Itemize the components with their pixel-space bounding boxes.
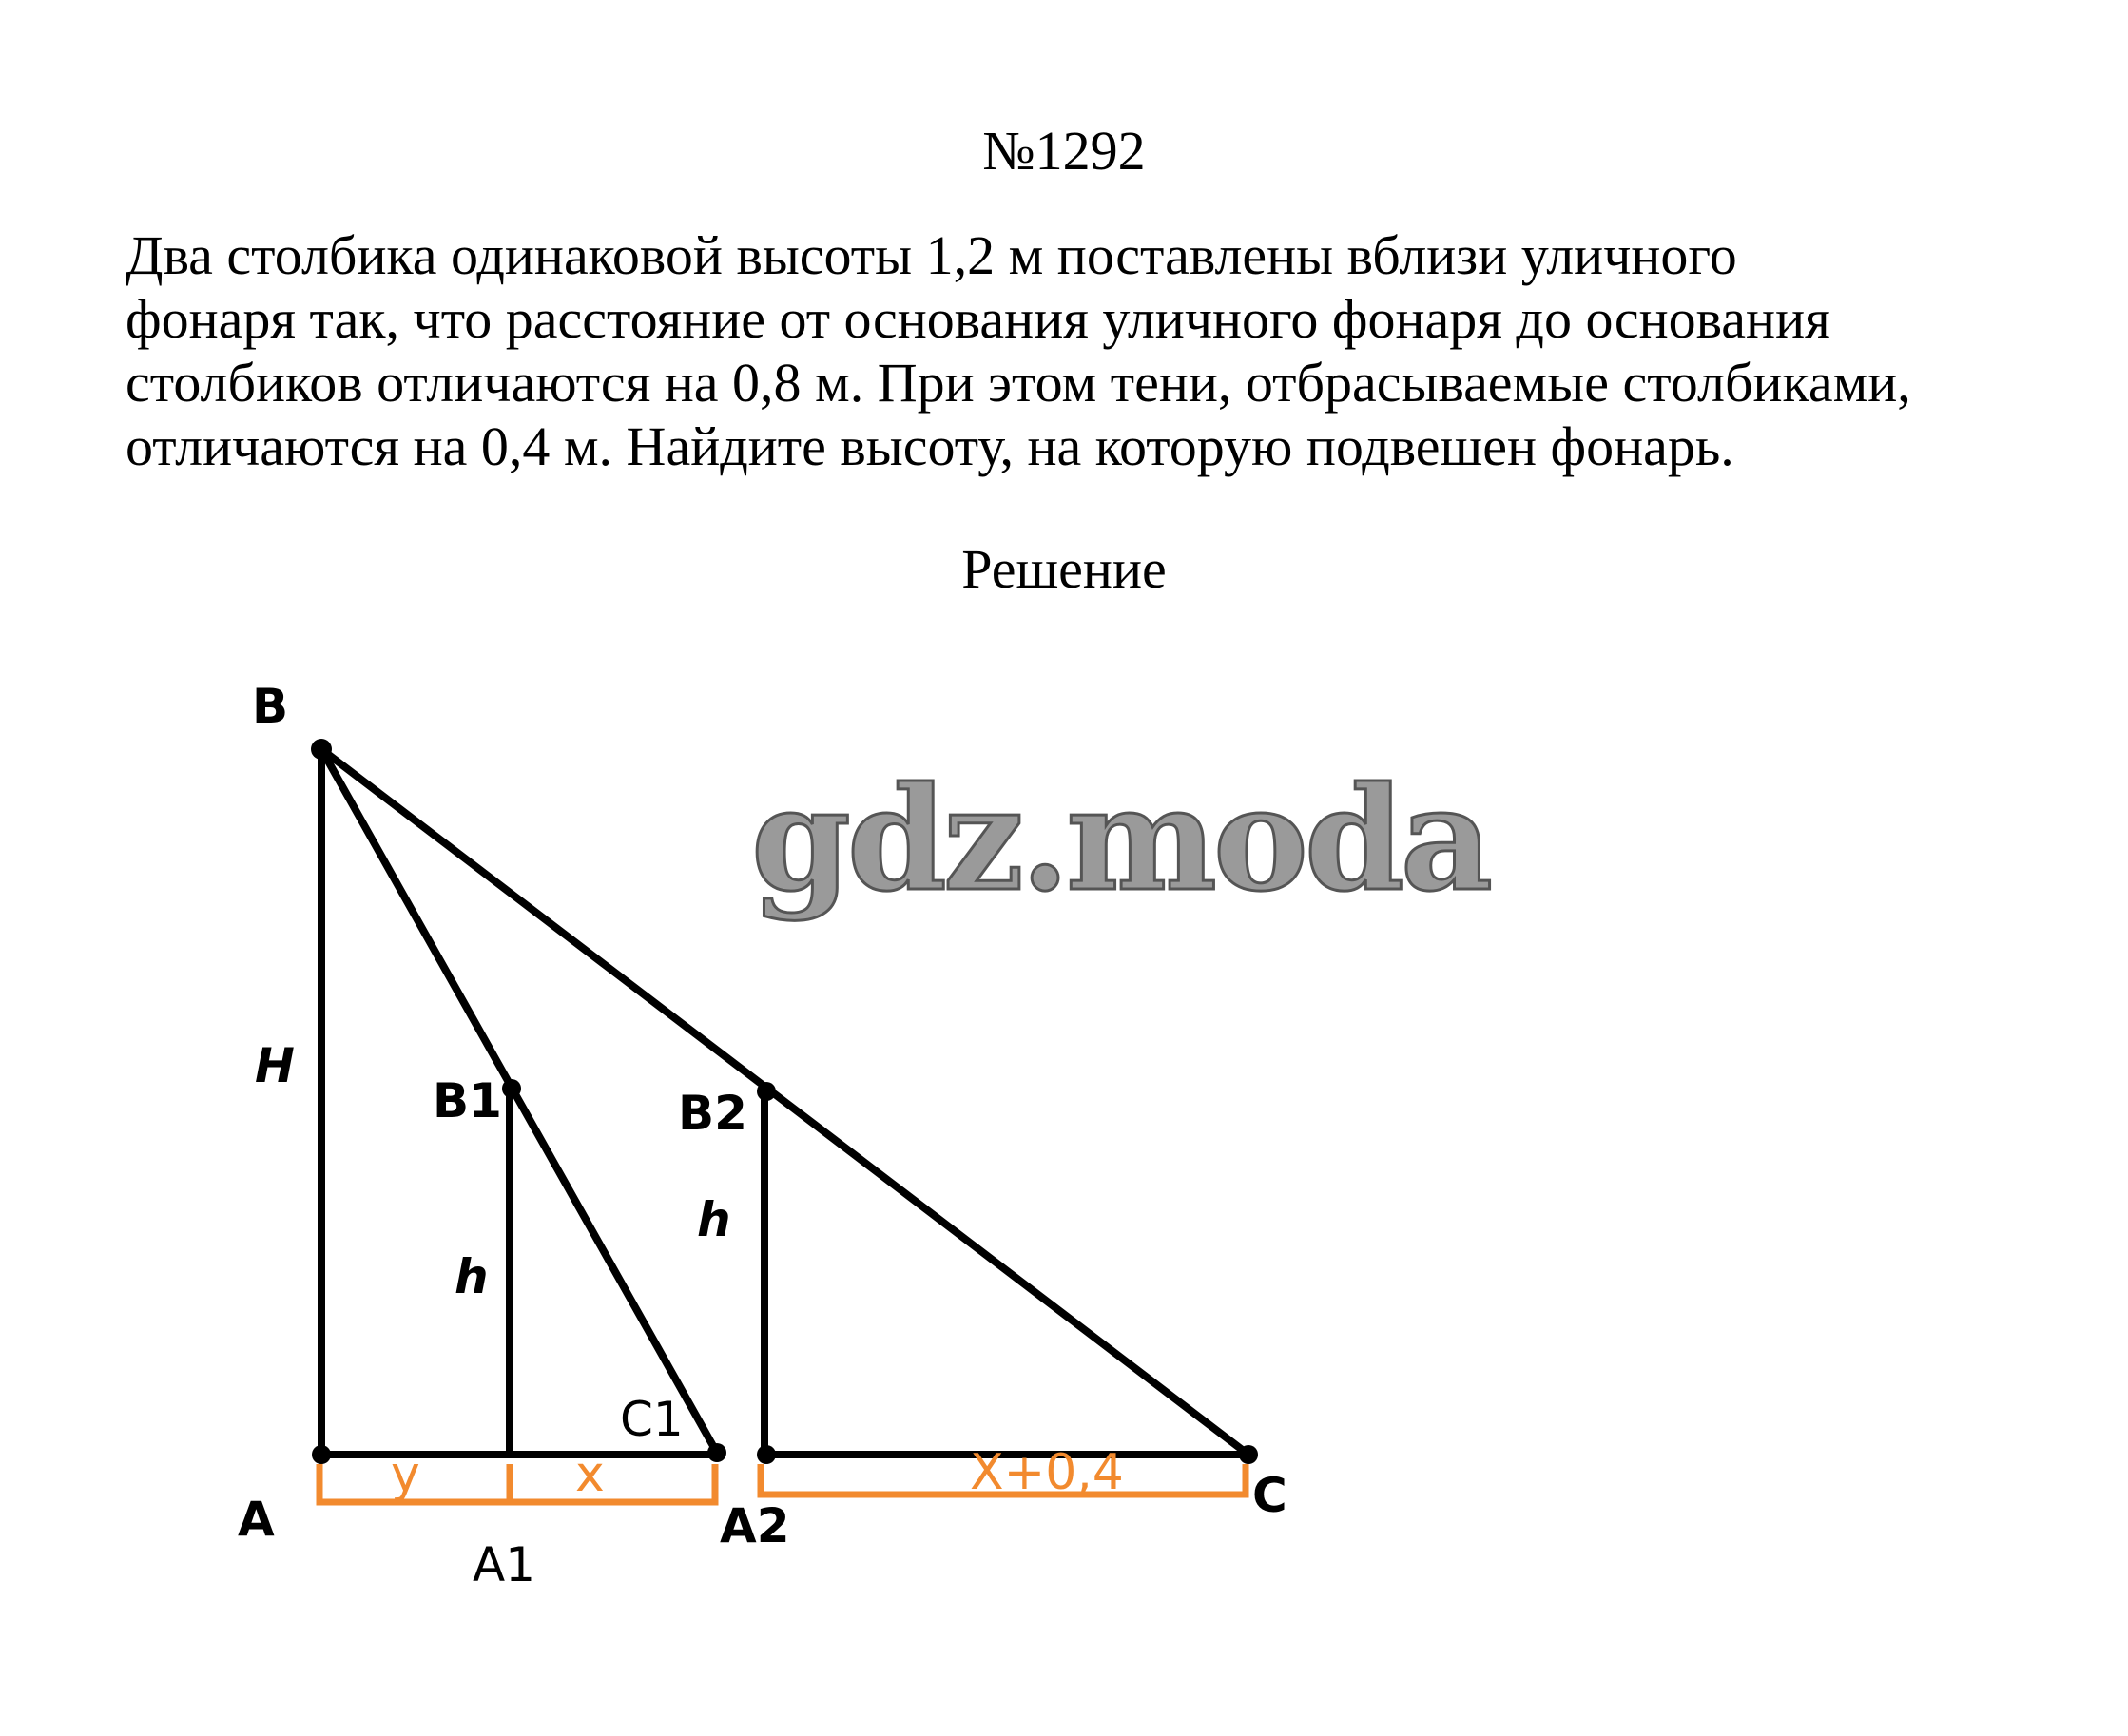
problem-line-2: фонаря так, что расстояние от основания уличного фонаря до основания bbox=[126, 288, 1830, 350]
point-C1 bbox=[707, 1443, 726, 1462]
label-B1: B1 bbox=[433, 1073, 502, 1128]
watermark: gdz.moda bbox=[751, 756, 1490, 923]
label-B2: B2 bbox=[678, 1086, 747, 1141]
label-H: H bbox=[255, 1038, 295, 1093]
problem-line-4: отличаются на 0,4 м. Найдите высоту, на которую подвешен фонарь. bbox=[126, 415, 1734, 477]
point-A bbox=[312, 1445, 331, 1464]
problem-number: №1292 bbox=[982, 120, 1146, 182]
label-A2: A2 bbox=[720, 1498, 790, 1553]
segment-label-y: y bbox=[391, 1446, 420, 1503]
point-A2 bbox=[757, 1445, 776, 1464]
label-h-second: h bbox=[697, 1192, 731, 1247]
label-h-first: h bbox=[455, 1249, 489, 1304]
segment-BC1 bbox=[321, 749, 717, 1453]
point-B bbox=[311, 739, 332, 760]
label-A1: A1 bbox=[473, 1537, 536, 1592]
label-B: B bbox=[252, 679, 289, 734]
bracket-y-x bbox=[319, 1464, 715, 1502]
segment-label-x-plus: X+0,4 bbox=[970, 1444, 1124, 1501]
label-C: C bbox=[1252, 1468, 1287, 1523]
solution-heading: Решение bbox=[961, 538, 1167, 600]
segment-label-x: x bbox=[575, 1446, 605, 1503]
label-C1: C1 bbox=[620, 1392, 684, 1447]
point-B1 bbox=[502, 1079, 521, 1098]
problem-line-1: Два столбика одинаковой высоты 1,2 м поставлены вблизи уличного bbox=[126, 224, 1737, 286]
problem-line-3: столбиков отличаются на 0,8 м. При этом тени, отбрасываемые столбиками, bbox=[126, 352, 1911, 414]
point-C bbox=[1239, 1445, 1258, 1464]
point-B2 bbox=[757, 1082, 776, 1101]
label-A: A bbox=[238, 1492, 275, 1547]
